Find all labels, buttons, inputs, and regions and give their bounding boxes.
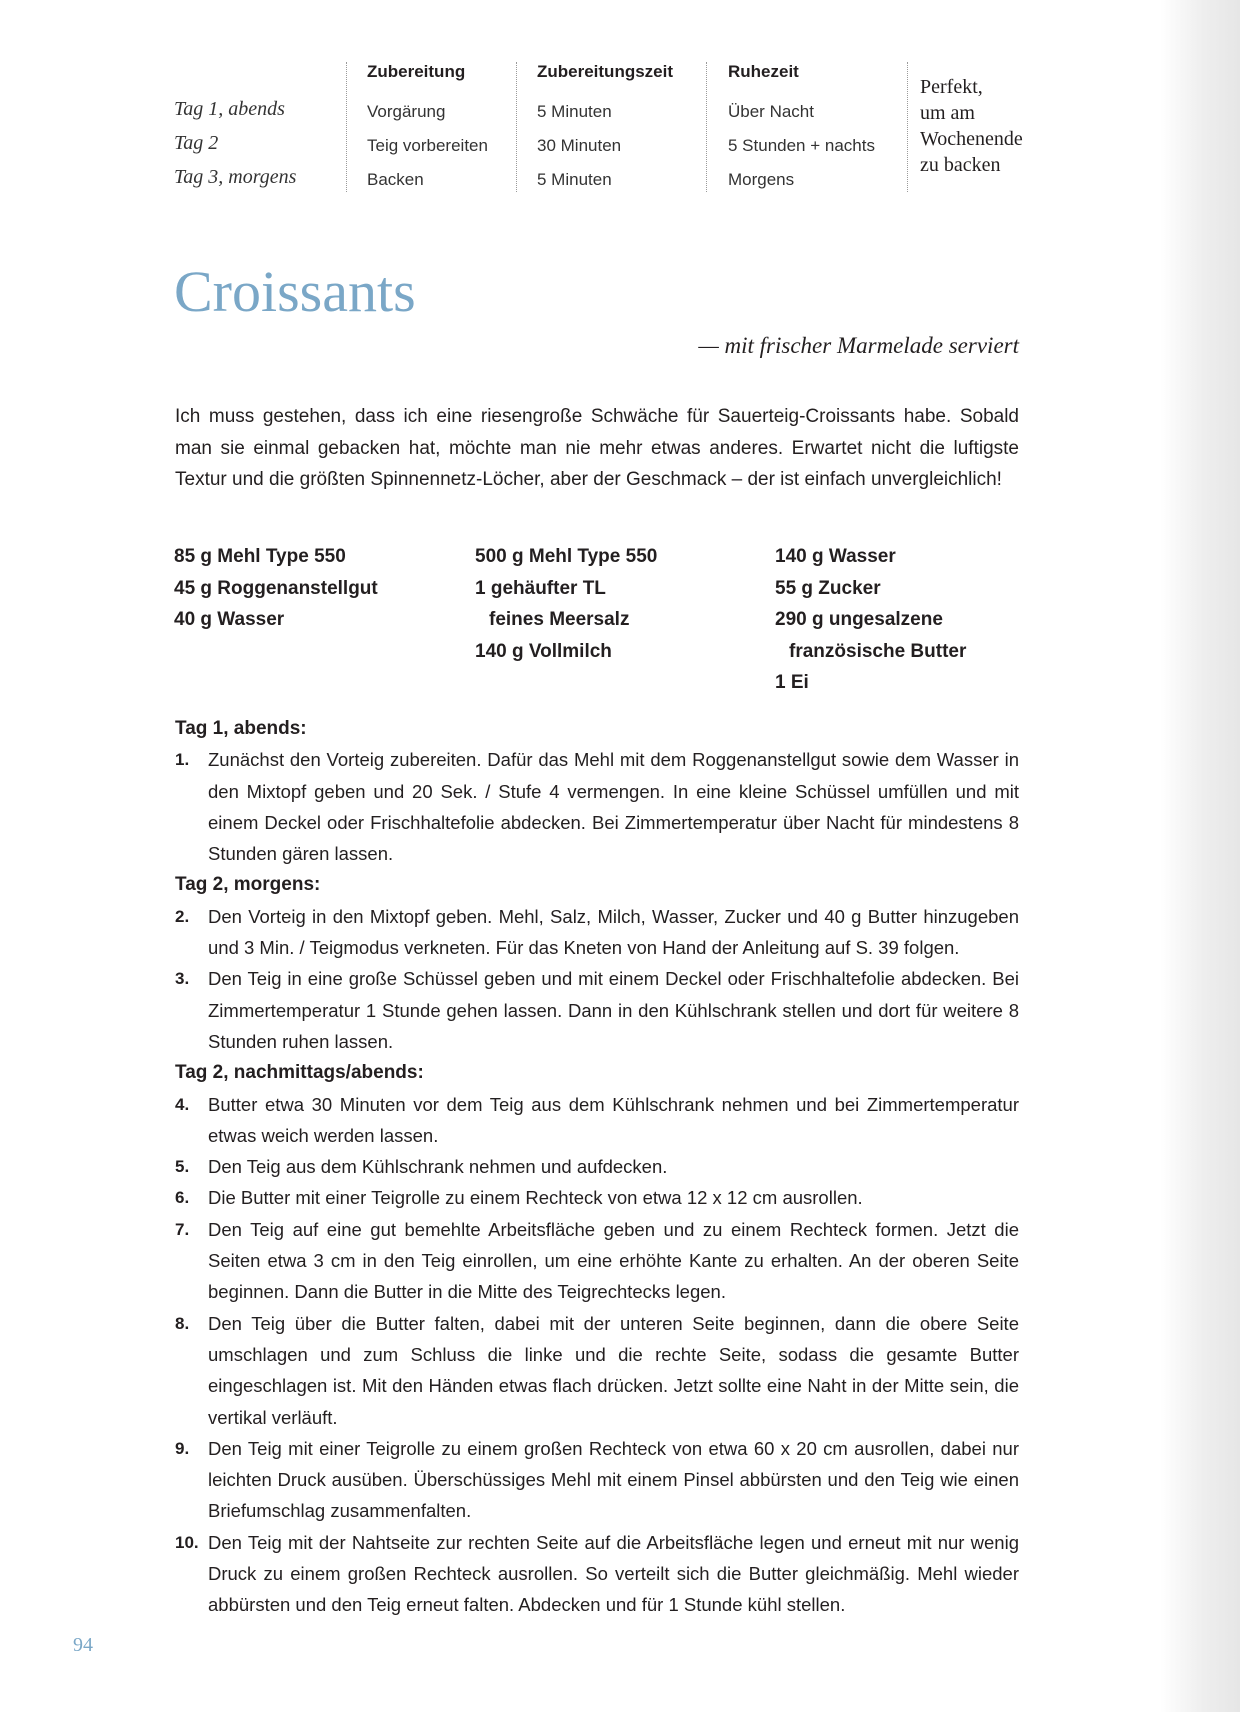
schedule-cell: 5 Minuten [537,102,612,121]
ingredient-item: 85 g Mehl Type 550 [174,546,346,567]
ingredient-column-preferment [174,541,378,636]
weekend-note-line: zu backen [920,154,1001,176]
schedule-cell: Morgens [728,170,795,189]
ingredient-item: 1 Ei [775,672,809,693]
day-label: Tag 2 [174,132,219,154]
step-text: Den Teig mit der Nahtseite zur rechten Seite auf die Arbeitsfläche legen und erneut mit nur wenig Druck zu einem großen Rechteck ausrollen. So verteilt sich die Butter gleichmäßig. Mehl wieder abbürsten und den Teig erneut falten. Abdecken und für 1 Stunde kühl stellen. [208,1531,1019,1616]
schedule-cell: 5 Minuten [537,170,612,189]
section-heading: Tag 2, morgens: [175,874,321,896]
step-text: Butter etwa 30 Minuten vor dem Teig aus dem Kühlschrank nehmen und bei Zimmertemperatur etwas weich werden lassen. [208,1093,1019,1146]
step-number: 8. [175,1313,190,1333]
step-number: 4. [175,1094,190,1114]
ingredient-column-butter [775,541,966,699]
step-text: Die Butter mit einer Teigrolle zu einem Rechteck von etwa 12 x 12 cm ausrollen. [208,1187,863,1209]
step-item [175,901,1019,964]
intro-paragraph: Ich muss gestehen, dass ich eine riesengroße Schwäche für Sauerteig-Croissants habe. Sobald man sie einmal gebacken hat, möchte man nie mehr etwas anderes. Erwartet nicht die luftigste Textur und die größten Spinnennetz-Löcher, aber der Geschmack – der ist einfach unvergleichlich! [175,406,1019,490]
ingredient-item: 55 g Zucker [775,577,881,599]
instructions [175,713,1019,1621]
step-text: Den Teig auf eine gut bemehlte Arbeitsfläche geben und zu einem Rechteck formen. Jetzt die Seiten etwa 3 cm in den Teig einrollen, um eine erhöhte Kante zu erhalten. An der oberen Seite beginnen. Dann die Butter in die Mitte des Teigrechtecks legen. [208,1218,1019,1303]
schedule-cell: Vorgärung [367,102,446,121]
step-text: Zunächst den Vorteig zubereiten. Dafür das Mehl mit dem Roggenanstellgut sowie dem Wasser in den Mixtopf geben und 20 Sek. / Stufe 4 vermengen. In eine kleine Schüssel umfüllen und mit einem Deckel oder Frischhaltefolie abdecken. Bei Zimmertemperatur über Nacht für mindestens 8 Stunden gären lassen. [208,749,1019,865]
step-item [175,744,1019,869]
schedule-cell: Über Nacht [728,102,814,121]
step-text: Den Vorteig in den Mixtopf geben. Mehl, Salz, Milch, Wasser, Zucker und 40 g Butter hinzugeben und 3 Min. / Teigmodus verkneten. Für das Kneten von Hand der Anleitung auf S. 39 folgen. [208,905,1019,959]
step-text: Den Teig über die Butter falten, dabei mit der unteren Seite beginnen, dann die obere Seite umschlagen und zum Schluss die linke und die rechte Seite, sodass die gesamte Butter eingeschlagen ist. Mit den Händen etwas flach drücken. Jetzt sollte eine Naht in der Mitte sein, die vertikal verläuft. [208,1312,1019,1428]
schedule-cell: Teig vorbereiten [367,136,488,155]
step-number: 2. [175,906,190,926]
step-number: 1. [175,750,190,770]
step-text: Den Teig in eine große Schüssel geben und mit einem Deckel oder Frischhaltefolie abdecken. Bei Zimmertemperatur 1 Stunde gehen lassen. Dann in den Kühlschrank stellen und dort für weitere 8 Stunden ruhen lassen. [208,968,1019,1052]
recipe-title: Croissants [174,259,416,324]
step-item [175,1182,1019,1213]
column-header: Zubereitungszeit [537,62,674,81]
column-header: Zubereitung [367,62,466,81]
column-header: Ruhezeit [728,62,799,81]
weekend-note-line: Perfekt, [920,76,983,98]
ingredient-item: französische Butter [789,640,967,662]
page-number: 94 [73,1634,93,1656]
step-number: 7. [175,1219,190,1239]
step-text: Den Teig aus dem Kühlschrank nehmen und aufdecken. [208,1156,668,1178]
recipe-subtitle: — mit frischer Marmelade serviert [698,333,1019,358]
schedule-cell: Backen [367,170,424,189]
ingredient-item: 40 g Wasser [174,609,285,630]
step-number: 10. [175,1532,199,1552]
ingredient-item: 1 gehäufter TL [475,577,606,599]
step-item [175,1527,1019,1621]
section-heading: Tag 1, abends: [175,718,307,739]
section-heading: Tag 2, nachmittags/abends: [175,1062,424,1084]
step-item [175,1151,1019,1182]
schedule-column-preparation [346,62,517,192]
weekend-note-line: um am [920,102,975,124]
ingredient-item: 45 g Roggenanstellgut [174,577,378,599]
step-number: 5. [175,1157,190,1177]
ingredient-column-dough [475,541,657,667]
weekend-note-line: Wochenende [920,128,1023,150]
step-item [175,1308,1019,1433]
schedule-cell: 5 Stunden + nachts [728,136,875,155]
ingredient-item: 500 g Mehl Type 550 [475,546,658,567]
ingredient-item: 140 g Wasser [775,546,896,567]
schedule-cell: 30 Minuten [537,136,622,155]
weekend-note-box [907,62,1068,192]
step-item [175,1089,1019,1152]
ingredient-item: 140 g Vollmilch [475,640,612,662]
step-item [175,1214,1019,1308]
weekend-note [920,74,1050,178]
step-number: 9. [175,1438,190,1458]
step-number: 6. [175,1188,190,1208]
ingredient-item: 290 g ungesalzene [775,609,943,630]
page-edge-shadow [1160,0,1240,1712]
step-item [175,1433,1019,1527]
day-label: Tag 1, abends [174,98,285,120]
day-label: Tag 3, morgens [174,166,297,188]
schedule-column-rest-time [706,62,907,192]
step-item [175,963,1019,1057]
step-text: Den Teig mit einer Teigrolle zu einem großen Rechteck von etwa 60 x 20 cm ausrollen, dabei nur leichten Druck ausüben. Überschüssiges Mehl mit einem Pinsel abbürsten und den Teig wie einen Briefumschlag zusammenfalten. [208,1437,1019,1522]
ingredients-list [174,541,1024,701]
schedule-column-prep-time [516,62,707,192]
ingredient-item: feines Meersalz [489,609,630,630]
step-number: 3. [175,969,190,989]
